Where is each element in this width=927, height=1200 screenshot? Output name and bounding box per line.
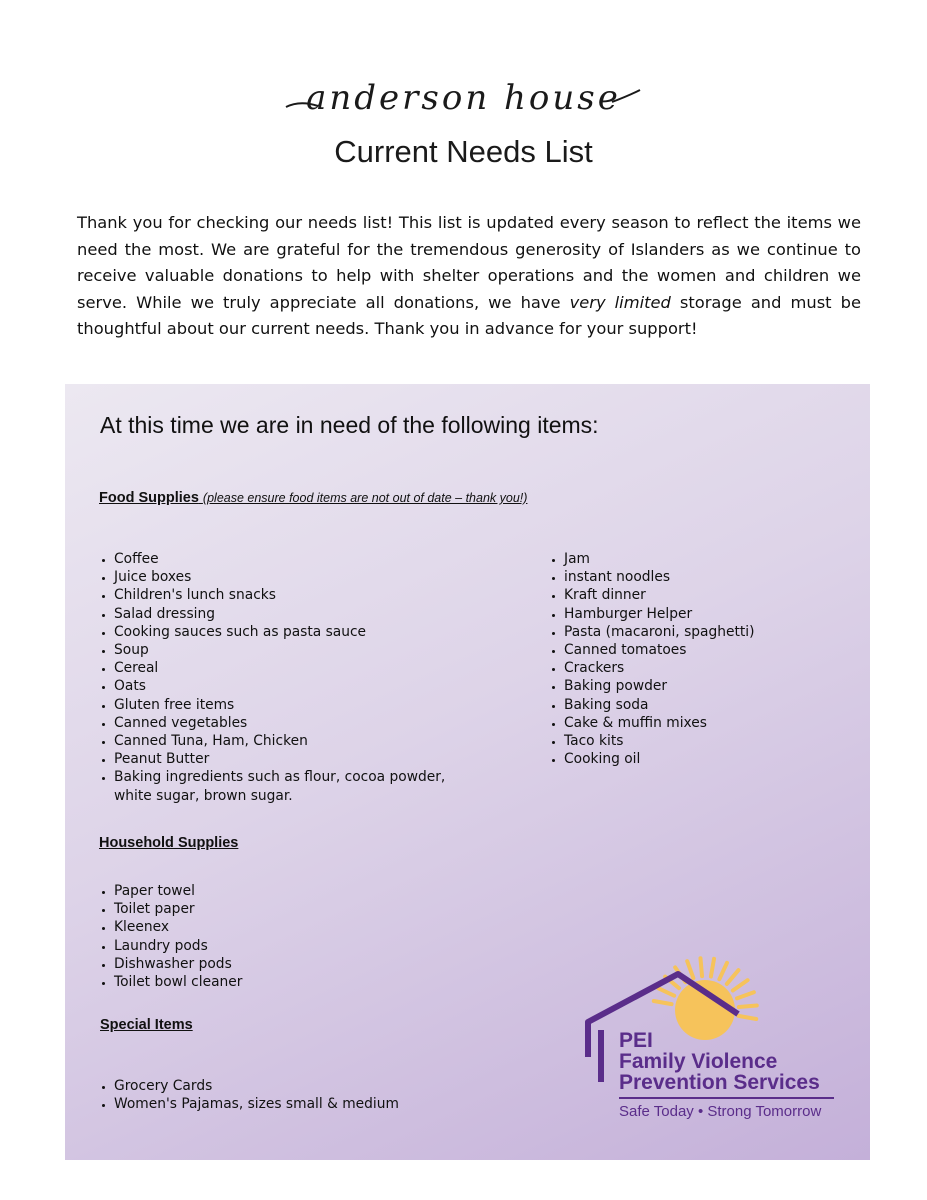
intro-paragraph [77, 210, 861, 343]
list-item: • Pasta (macaroni, spaghetti) [564, 623, 824, 641]
list-item: • Juice boxes [114, 568, 484, 586]
list-item: • Toilet paper [114, 900, 414, 918]
list-item: • Crackers [564, 659, 824, 677]
list-item: • Jam [564, 550, 824, 568]
logo-line-1: PEI [619, 1029, 653, 1052]
list-item: • Cooking oil [564, 750, 824, 768]
brand-wordmark [0, 78, 927, 118]
special-section-heading: Special Items [100, 1017, 193, 1033]
logo-line-3: Prevention Services [619, 1071, 820, 1094]
list-item: • Baking ingredients such as flour, cocoa powder, white sugar, brown sugar. [114, 768, 484, 804]
pei-fvps-logo [583, 952, 843, 1132]
list-item: • Women's Pajamas, sizes small & medium [114, 1095, 514, 1113]
brand-name: anderson house [306, 78, 621, 118]
list-item: • Canned vegetables [114, 714, 484, 732]
logo-tagline: Safe Today • Strong Tomorrow [619, 1103, 822, 1120]
panel-heading: At this time we are in need of the following items: [100, 412, 599, 438]
list-item: • instant noodles [564, 568, 824, 586]
list-item: • Laundry pods [114, 937, 414, 955]
list-item: • Cooking sauces such as pasta sauce [114, 623, 484, 641]
list-item: • Canned Tuna, Ham, Chicken [114, 732, 484, 750]
list-item: • Peanut Butter [114, 750, 484, 768]
list-item: • Toilet bowl cleaner [114, 973, 414, 991]
intro-text-1: Thank you for checking our needs list! This list is updated every season to reflect the items we need the most. We are grateful for the tremendous generosity of Islanders as we continue to receive valuable donations to help with shelter operations and the women and children we serve. While we truly appreciate all donations, we have [77, 213, 861, 312]
logo-divider [619, 1097, 834, 1099]
list-item: • Kleenex [114, 918, 414, 936]
food-heading-text: Food Supplies [99, 490, 199, 506]
list-item: • Taco kits [564, 732, 824, 750]
logo-line-2: Family Violence [619, 1050, 778, 1073]
list-item: • Children's lunch snacks [114, 586, 484, 604]
list-item: • Coffee [114, 550, 484, 568]
list-item: • Hamburger Helper [564, 605, 824, 623]
list-item: • Dishwasher pods [114, 955, 414, 973]
list-item: • Salad dressing [114, 605, 484, 623]
brand-swash-icon [0, 78, 927, 128]
list-item: • Soup [114, 641, 484, 659]
list-item: • Cereal [114, 659, 484, 677]
list-item: • Canned tomatoes [564, 641, 824, 659]
household-list [98, 882, 414, 991]
list-item: • Oats [114, 677, 484, 695]
household-section-heading: Household Supplies [99, 835, 239, 851]
list-item: • Paper towel [114, 882, 414, 900]
list-item: • Gluten free items [114, 696, 484, 714]
food-note: (please ensure food items are not out of date – thank you!) [202, 491, 528, 505]
list-item: • Cake & muffin mixes [564, 714, 824, 732]
food-list-right [548, 550, 824, 768]
needs-panel [65, 384, 870, 1160]
intro-emphasis: very limited [569, 292, 671, 312]
page-title: Current Needs List [334, 134, 593, 169]
list-item: • Kraft dinner [564, 586, 824, 604]
list-item: • Baking soda [564, 696, 824, 714]
intro-text-2: storage and must be thoughtful about our current needs. Thank you in advance for your support! [77, 292, 861, 338]
list-item: • Baking powder [564, 677, 824, 695]
food-list-left [98, 550, 484, 805]
food-section-heading [99, 490, 527, 506]
special-list [98, 1077, 514, 1113]
list-item: • Grocery Cards [114, 1077, 514, 1095]
